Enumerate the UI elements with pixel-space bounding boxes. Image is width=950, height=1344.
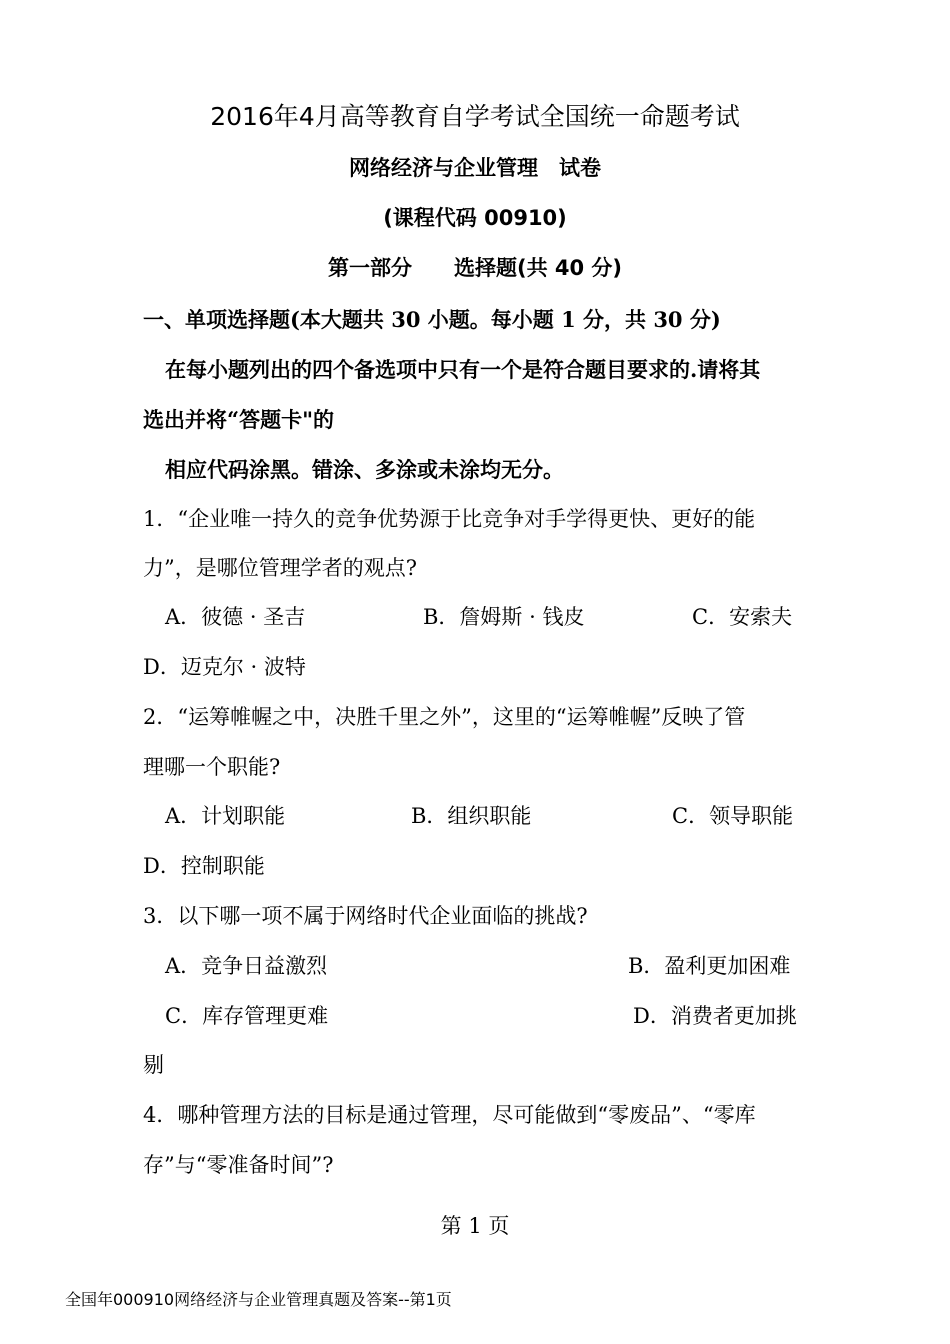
instruction-line-3: 相应代码涂黑。错涂、多涂或未涂均无分。 <box>165 457 564 482</box>
section-heading: 一、单项选择题(本大题共 30 小题。每小题 1 分，共 30 分) <box>143 307 721 332</box>
question-3-stem-line-1: 3．以下哪一项不属于网络时代企业面临的挑战? <box>143 904 588 928</box>
page-number: 第 1 页 <box>440 1214 510 1238</box>
question-1-option-a: A．彼德 · 圣吉 <box>165 605 306 629</box>
question-3-option-a: A．竞争日益激烈 <box>165 954 328 978</box>
question-1-option-d: D．迈克尔 · 波特 <box>143 655 306 679</box>
part-title: 第一部分 选择题(共 40 分) <box>327 256 623 280</box>
question-2-stem-line-2: 理哪一个职能? <box>143 755 281 779</box>
question-3-option-d-continued: 剔 <box>143 1053 164 1077</box>
question-4-stem-line-2: 存”与“零准备时间”? <box>143 1153 334 1177</box>
document-footer: 全国年000910网络经济与企业管理真题及答案--第1页 <box>65 1290 452 1309</box>
question-4-stem-line-1: 4．哪种管理方法的目标是通过管理，尽可能做到“零废品”、“零库 <box>143 1103 756 1127</box>
question-2-stem-line-1: 2．“运筹帷幄之中，决胜千里之外”，这里的“运筹帷幄”反映了管 <box>143 705 746 729</box>
question-1-option-c: C．安索夫 <box>692 605 793 629</box>
question-1-stem-line-2: 力”，是哪位管理学者的观点? <box>143 556 417 580</box>
instruction-line-2: 选出并将“答题卡"的 <box>143 407 335 432</box>
course-code: (课程代码 00910) <box>383 206 567 230</box>
question-2-option-c: C．领导职能 <box>672 804 794 828</box>
question-2-option-d: D．控制职能 <box>143 854 265 878</box>
instruction-line-1: 在每小题列出的四个备选项中只有一个是符合题目要求的.请将其 <box>165 357 761 382</box>
question-3-option-d: D．消费者更加挑 <box>633 1004 797 1028</box>
question-3-option-c: C．库存管理更难 <box>165 1004 329 1028</box>
exam-title: 2016年4月高等教育自学考试全国统一命题考试 <box>210 102 740 131</box>
question-3-option-b: B．盈利更加困难 <box>628 954 791 978</box>
question-1-option-b: B．詹姆斯 · 钱皮 <box>423 605 585 629</box>
paper-title: 网络经济与企业管理 试卷 <box>349 156 601 180</box>
question-2-option-b: B．组织职能 <box>411 804 532 828</box>
question-2-option-a: A．计划职能 <box>165 804 286 828</box>
question-1-stem-line-1: 1．“企业唯一持久的竞争优势源于比竞争对手学得更快、更好的能 <box>143 507 756 531</box>
